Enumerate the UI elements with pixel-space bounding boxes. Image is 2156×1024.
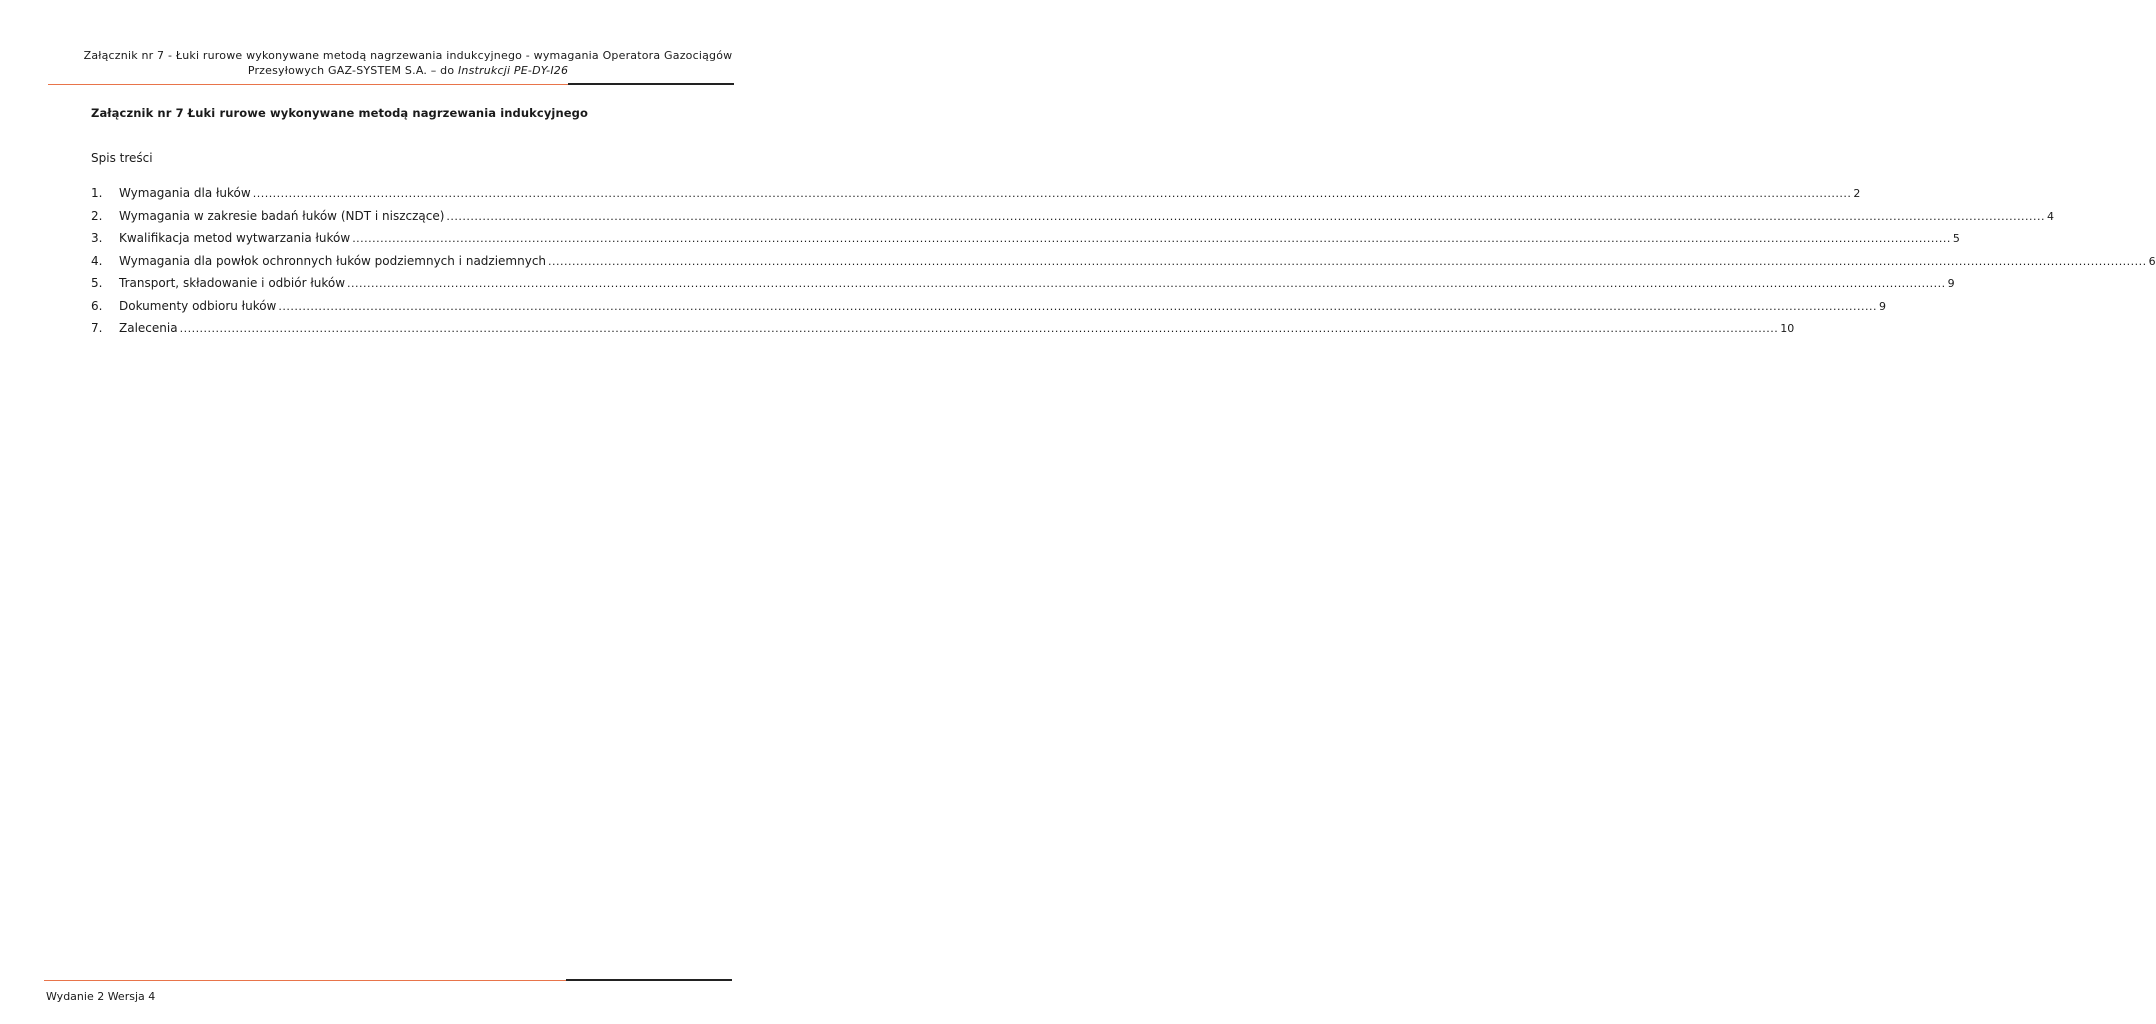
toc-entry-title[interactable]: Zalecenia [119,321,178,335]
toc-entry-leader-dots: ................................................................................................................................................................................................................................................................................................................................................................................................................ [548,254,2147,268]
toc-entry-number: 5. [91,276,103,290]
toc-entry-number: 6. [91,298,103,313]
table-of-contents [91,186,2156,344]
header-line-1: Załącznik nr 7 - Łuki rurowe wykonywane metodą nagrzewania indukcyjnego - wymagania Operatora Gazociągów [83,49,733,62]
header-rule-accent [48,84,568,85]
toc-entry-leader-dots: ................................................................................................................................................................................................................................................................................................................................................................................................................ [352,232,1951,245]
toc-entry-leader-dots: ................................................................................................................................................................................................................................................................................................................................................................................................................ [347,277,1946,290]
toc-entry-title[interactable]: Wymagania dla łuków [119,186,251,200]
toc-heading: Spis treści [91,151,153,165]
footer-rule-dark [566,979,732,981]
toc-entry[interactable] [91,276,1955,299]
toc-entry-number: 7. [91,321,103,335]
toc-entry-title[interactable]: Kwalifikacja metod wytwarzania łuków [119,231,351,245]
toc-entry-page-number[interactable]: 2 [1853,187,1861,200]
toc-entry-title[interactable]: Transport, składowanie i odbiór łuków [119,276,346,290]
toc-entry-page-number[interactable]: 6 [2148,254,2156,268]
toc-entry[interactable] [91,321,1795,344]
header-instruction-ref: Instrukcji PE-DY-I26 [457,64,569,77]
toc-entry-page-number[interactable]: 9 [1947,277,1955,290]
toc-entry-title[interactable]: Dokumenty odbioru łuków [119,298,277,313]
toc-entry-page-number[interactable]: 4 [2047,209,2055,223]
header-line-2-prefix: Przesyłowych GAZ-SYSTEM S.A. – do [247,64,458,77]
toc-entry[interactable] [91,231,1960,254]
footer-rule-accent [44,980,566,981]
toc-entry-page-number[interactable]: 10 [1780,322,1795,335]
footer-edition: Wydanie 2 Wersja 4 [46,990,156,1003]
toc-entry-page-number[interactable]: 5 [1952,232,1960,245]
document-title: Załącznik nr 7 Łuki rurowe wykonywane metodą nagrzewania indukcyjnego [91,106,588,120]
toc-entry-leader-dots: ................................................................................................................................................................................................................................................................................................................................................................................................................ [179,322,1779,335]
toc-entry-number: 4. [91,253,103,268]
toc-entry[interactable] [91,186,1861,209]
header-line-2 [48,63,768,78]
header-rule [48,83,734,85]
toc-entry[interactable] [91,298,1887,322]
toc-entry-number: 1. [91,186,103,200]
footer-rule [44,979,732,981]
toc-entry-number: 2. [91,208,103,223]
toc-entry-page-number[interactable]: 9 [1879,299,1887,313]
toc-entry-leader-dots: ................................................................................................................................................................................................................................................................................................................................................................................................................ [446,209,2046,223]
toc-entry[interactable] [91,208,2055,232]
page-header [48,48,768,78]
toc-entry-number: 3. [91,231,103,245]
toc-entry-title[interactable]: Wymagania w zakresie badań łuków (NDT i niszczące) [119,208,445,223]
header-rule-dark [568,83,734,85]
toc-entry[interactable] [91,253,2156,277]
toc-entry-leader-dots: ................................................................................................................................................................................................................................................................................................................................................................................................................ [278,299,1878,313]
toc-entry-title[interactable]: Wymagania dla powłok ochronnych łuków podziemnych i nadziemnych [119,253,547,268]
toc-entry-leader-dots: ................................................................................................................................................................................................................................................................................................................................................................................................................ [252,187,1852,200]
